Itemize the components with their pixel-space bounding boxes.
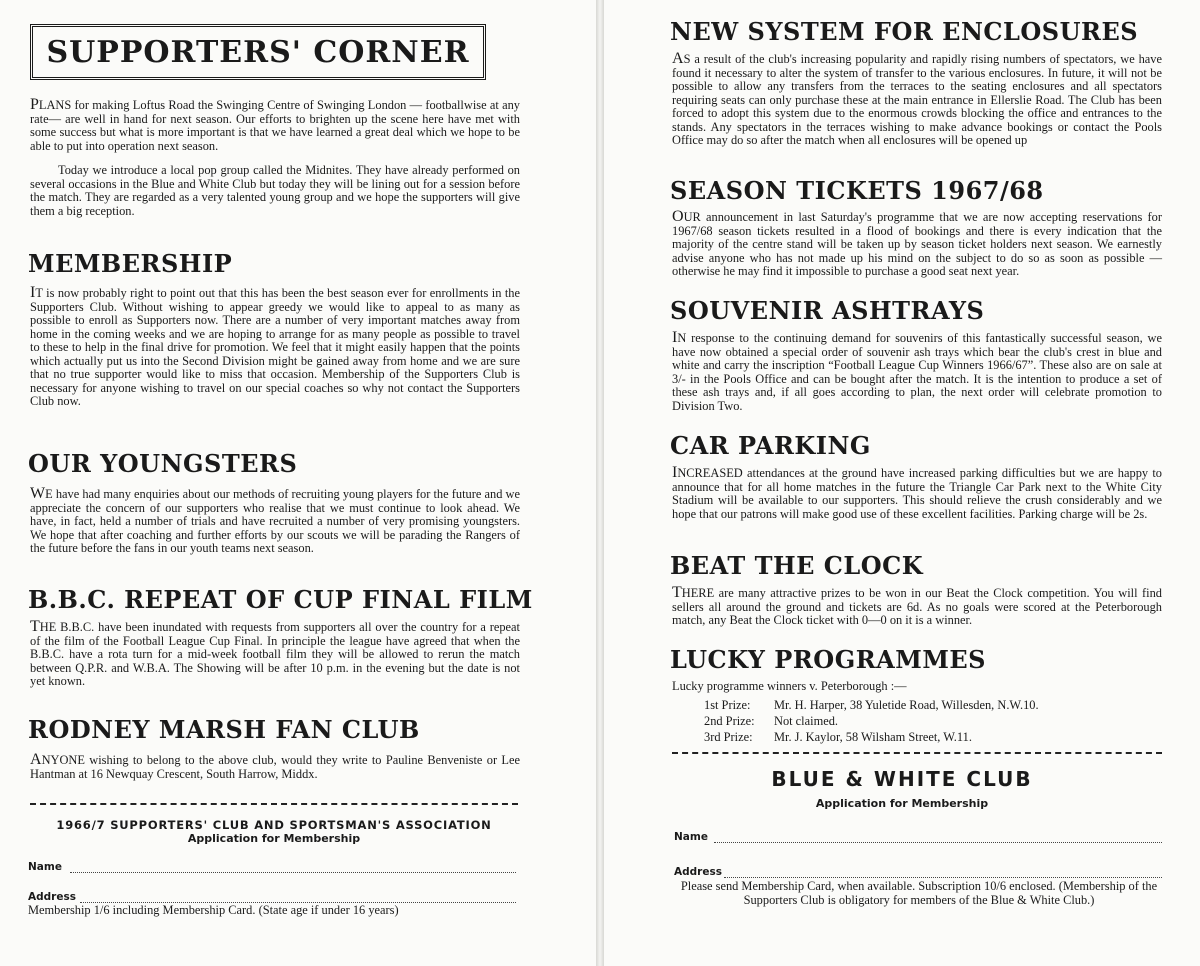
marsh-drop-cap: A: [30, 751, 42, 768]
enclosures-heading: NEW SYSTEM FOR ENCLOSURES: [670, 17, 1139, 46]
bbc-text: HE B.B.C. have been inundated with requests from supporters all over the country for a repeat of the film of the Football League Cup Final. In principle the league have agreed that when the B.B.C. have a rota turn for a mid-week football film they will be allowed to rerun the match between Q.P.R. and W.B.A. The Showing will be after 10 p.m. in the evening but the date is not yet known.: [30, 620, 520, 688]
lucky-intro: Lucky programme winners v. Peterborough :—: [672, 679, 907, 693]
clock-drop-cap: T: [672, 584, 682, 601]
intro-drop-cap: P: [30, 96, 39, 113]
bw-form-note: Please send Membership Card, when available. Subscription 10/6 enclosed. (Membership of the Supporters Club is obligatory for members of the Blue & White Club.): [680, 879, 1158, 907]
cut-line-left: [30, 803, 518, 805]
membership-drop-cap: I: [30, 284, 36, 301]
youngsters-heading: OUR YOUNGSTERS: [28, 449, 298, 478]
prize-row: [704, 713, 1174, 729]
enclosures-text: S a result of the club's increasing popularity and rapidly rising numbers of spectators, we have found it necessary to alter the system of transfer to the various enclosures. In future, it will not be possible to allow any transfers from the terraces to the seating enclosures and all spectators requiring seats can only purchase these at the main entrance in Ellerslie Road. The Club has been forced to adopt this system due to the enormous crowds blocking the office and entrances to the stands. Any spectators in the terraces wishing to make advance bookings or contact the Pools Office may do so after the match when all enclosures will be opened up: [672, 52, 1162, 147]
bbc-paragraph: [30, 620, 520, 689]
clock-text: HERE are many attractive prizes to be won in our Beat the Clock competition. You will find sellers all around the ground and tickets are 6d. As no goals were scored at the Peterborough match, any Beat the Clock ticket with 0—0 on it is a winner.: [672, 586, 1162, 627]
ashtrays-heading: SOUVENIR ASHTRAYS: [670, 296, 985, 325]
prize-row: [704, 697, 1174, 713]
enclosures-drop-cap: A: [672, 50, 684, 67]
lucky-heading: LUCKY PROGRAMMES: [670, 645, 987, 674]
bbc-drop-cap: T: [30, 618, 40, 635]
bw-form-subtitle: Application for Membership: [815, 797, 989, 810]
bbc-heading: B.B.C. REPEAT OF CUP FINAL FILM: [28, 585, 533, 614]
parking-paragraph: [672, 466, 1162, 521]
bw-address-label: Address: [674, 866, 722, 878]
supporters-name-field[interactable]: [70, 872, 516, 873]
enclosures-paragraph: [672, 52, 1162, 148]
marsh-heading: RODNEY MARSH FAN CLUB: [28, 715, 420, 744]
ashtrays-paragraph: [672, 331, 1162, 413]
book-gutter: [596, 0, 604, 966]
season-paragraph: [672, 210, 1162, 279]
supporters-form-subtitle: Application for Membership: [187, 832, 361, 845]
parking-drop-cap: I: [672, 464, 678, 481]
ashtrays-drop-cap: I: [672, 329, 678, 346]
ashtrays-text: N response to the continuing demand for souvenirs of this fantastically successful season, we have now obtained a special order of souvenir ash trays which bear the club's crest in blue and white and carry the inscription “Football League Cup Winners 1966/67”. These also are on sale at 3/- in the Pools Office and can be bought after the match. It is the intention to produce a set of these ash trays and, if all goes according to plan, the next order will celebrate promotion to Division Two.: [672, 331, 1162, 413]
youngsters-text: E have had many enquiries about our methods of recruiting young players for the future and we appreciate the concern of our supporters who realise that we must continue to look ahead. We have, in fact, held a number of trials and have recruited a number of very promising youngsters. We hope that after coaching and further efforts by our scouts we will be parading the Rangers of the future before the fans in our youth teams next season.: [30, 487, 520, 555]
season-drop-cap: O: [672, 208, 684, 225]
intro-paragraph-1: [30, 98, 520, 153]
membership-paragraph: [30, 286, 520, 409]
marsh-text: NYONE wishing to belong to the above club, would they write to Pauline Benveniste or Lee Hantman at 16 Newquay Crescent, South Harrow, Middx.: [30, 753, 520, 781]
page-title: SUPPORTERS' CORNER: [46, 34, 470, 70]
youngsters-paragraph: [30, 487, 520, 556]
youngsters-drop-cap: W: [30, 485, 46, 502]
supporters-name-label: Name: [28, 861, 62, 873]
clock-paragraph: [672, 586, 1162, 628]
bw-address-field[interactable]: [724, 877, 1162, 878]
bw-name-field[interactable]: [714, 842, 1162, 843]
parking-heading: CAR PARKING: [670, 431, 871, 460]
lucky-prize-list: [704, 697, 1174, 745]
prize-label: 2nd Prize:: [704, 714, 755, 728]
cut-line-right: [672, 752, 1162, 754]
bw-club-title: BLUE & WHITE CLUB: [771, 767, 1033, 791]
left-page: [0, 0, 596, 966]
intro-text-1: LANS for making Loftus Road the Swinging Centre of Swinging London — footballwise at any rate— are well in hand for next season. Our efforts to brighten up the scene here have met with some success but what is more important is that we have learned a great deal which we hope to be able to put into operation next season.: [30, 98, 520, 153]
prize-winner: Mr. H. Harper, 38 Yuletide Road, Willesden, N.W.10.: [774, 698, 1039, 712]
clock-heading: BEAT THE CLOCK: [670, 551, 924, 580]
season-text: UR announcement in last Saturday's programme that we are now accepting reservations for 1967/68 season tickets resulted in a flood of bookings and there is every indication that the majority of the centre stand will be taken up by season ticket holders next season. We earnestly advise anyone who has not made up his mind on the subject to do so as soon as possible — otherwise he may find it impossible to purchase a good seat next year.: [672, 210, 1162, 278]
prize-winner: Not claimed.: [774, 714, 838, 728]
title-box: [30, 24, 486, 80]
membership-text: T is now probably right to point out that this has been the best season ever for enrollments in the Supporters Club. Without wishing to appear greedy we would like to appeal to as many as possible to enroll as Supporters now. There are a number of very important matches away from home in the coming weeks and we are hoping to arrange for as many people as possible to travel to these to help in the final drive for promotion. We feel that it might easily happen that the points which actually put us into the Second Division might be gained away from home and we are sure that no true supporter would like to miss that occasion. Membership of the Supporters Club is necessary for anyone wishing to travel on our special coaches so why not contact the Supporters Club now.: [30, 286, 520, 408]
right-page: [604, 0, 1200, 966]
prize-label: 3rd Prize:: [704, 730, 753, 744]
bw-name-label: Name: [674, 831, 708, 843]
supporters-address-label: Address: [28, 891, 76, 903]
marsh-paragraph: [30, 753, 520, 781]
prize-label: 1st Prize:: [704, 698, 751, 712]
supporters-form-note: Membership 1/6 including Membership Card. (State age if under 16 years): [28, 903, 399, 917]
membership-heading: MEMBERSHIP: [28, 249, 233, 278]
prize-winner: Mr. J. Kaylor, 58 Wilsham Street, W.11.: [774, 730, 972, 744]
season-heading: SEASON TICKETS 1967/68: [670, 176, 1044, 205]
intro-paragraph-2: Today we introduce a local pop group called the Midnites. They have already performed on several occasions in the Blue and White Club but today they will be lining out for a session before the match. They are regarded as a very talented young group and we hope the supporters will give them a big reception.: [30, 163, 520, 218]
parking-text: NCREASED attendances at the ground have increased parking difficulties but we are happy to announce that for all home matches in the future the Triangle Car Park next to the White City Stadium will be available to our supporters. This should relieve the crush considerably and we hope that our patrons will make good use of these excellent facilities. Parking charge will be 2s.: [672, 466, 1162, 521]
supporters-form-title: 1966/7 SUPPORTERS' CLUB AND SPORTSMAN'S ASSOCIATION: [56, 818, 492, 832]
prize-row: [704, 729, 1174, 745]
